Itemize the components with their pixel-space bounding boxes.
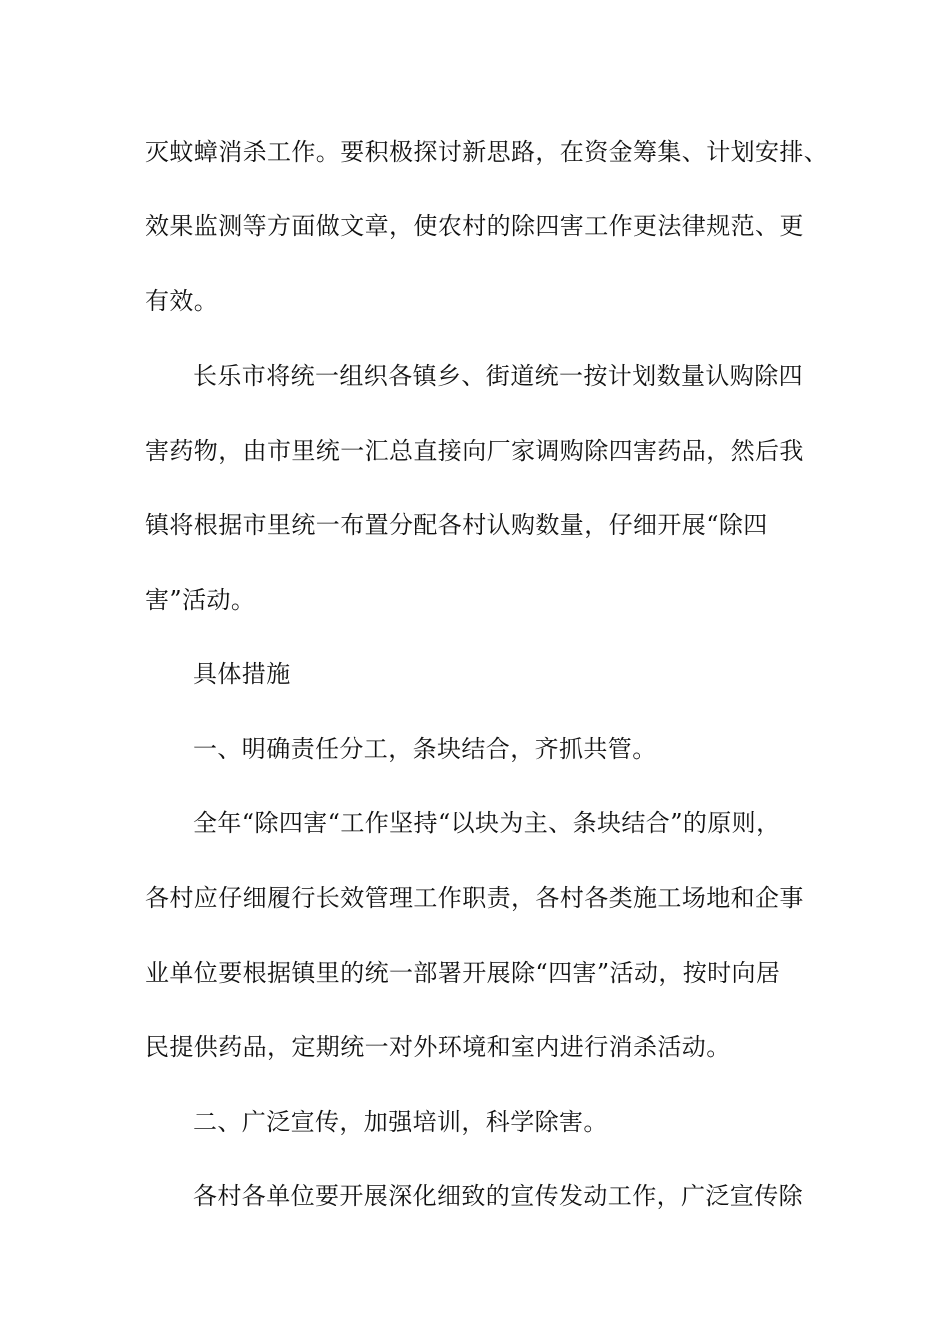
text-line-2: 效果监测等方面做文章，使农村的除四害工作更法律规范、更 (145, 212, 804, 240)
section-heading: 具体措施 (193, 660, 291, 688)
text-line-7: 害”活动。 (145, 586, 256, 614)
paragraph-first-line: 长乐市将统一组织各镇乡、街道统一按计划数量认购除四 (193, 362, 803, 390)
text-line-12: 业单位要根据镇里的统一部署开展除“四害”活动，按时向居 (145, 959, 781, 987)
text-line-5: 害药物，由市里统一汇总直接向厂家调购除四害药品，然后我 (145, 437, 804, 465)
text-line-6: 镇将根据市里统一布置分配各村认购数量，仔细开展“除四 (145, 511, 768, 539)
paragraph-first-line: 全年“除四害“工作坚持“以块为主、条块结合”的原则， (193, 809, 781, 837)
text-line-11: 各村应仔细履行长效管理工作职责，各村各类施工场地和企事 (145, 884, 804, 912)
text-line-13: 民提供药品，定期统一对外环境和室内进行消杀活动。 (145, 1033, 731, 1061)
subheading-one: 一、明确责任分工，条块结合，齐抓共管。 (193, 735, 657, 763)
text-line-3: 有效。 (145, 287, 219, 315)
text-line-1: 灭蚊蟑消杀工作。要积极探讨新思路，在资金筹集、计划安排、 (145, 138, 829, 166)
subheading-two: 二、广泛宣传，加强培训，科学除害。 (193, 1108, 608, 1136)
paragraph-first-line: 各村各单位要开展深化细致的宣传发动工作，广泛宣传除 (193, 1182, 803, 1210)
